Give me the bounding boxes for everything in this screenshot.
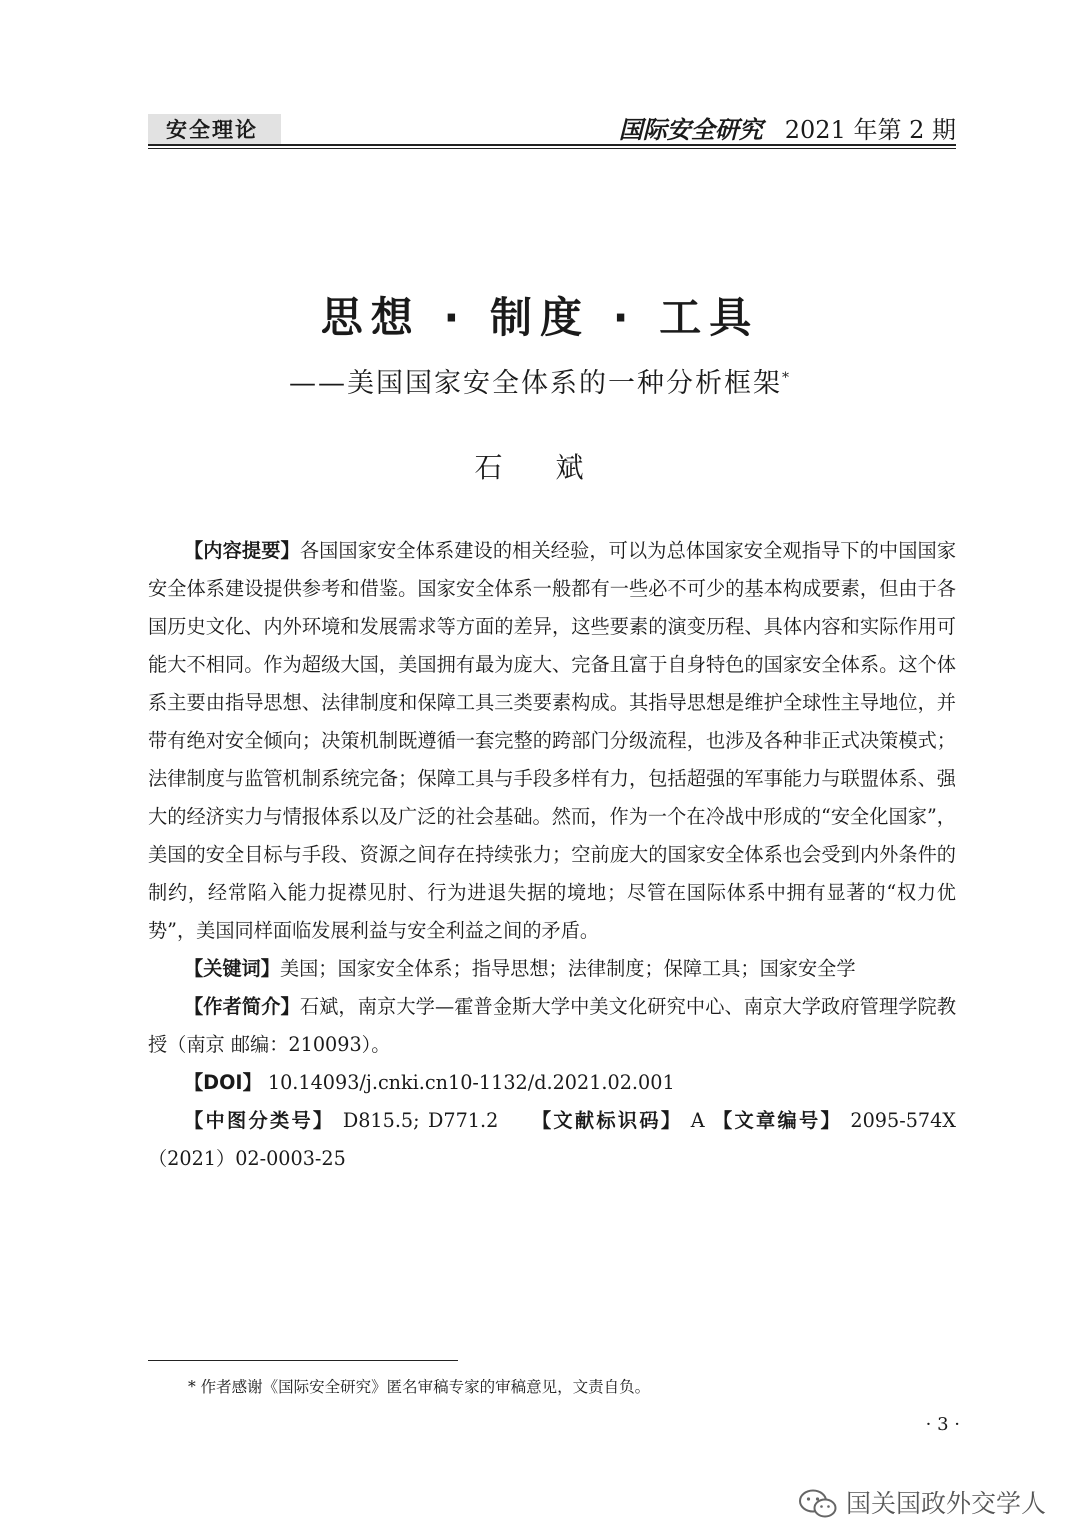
wechat-icon [798,1488,838,1520]
watermark-text: 国关国政外交学人 [845,1489,1046,1518]
header-rule-thin [148,148,956,149]
author-name: 石 斌 [474,451,606,484]
clc-text: D815.5; D771.2 [342,1109,499,1132]
footnote-rule [148,1360,458,1361]
doi [148,1064,956,1102]
article-front-matter [148,532,956,1178]
running-header [148,108,956,148]
footnote-marker: * [782,370,791,386]
abstract [148,532,956,950]
article-subtitle [0,360,1080,408]
author-bio-text: 石斌，南京大学—霍普金斯大学中美文化研究中心、南京大学政府管理学院教授（南京 邮编：210093）。 [148,995,957,1056]
abstract-text: 各国国家安全体系建设的相关经验，可以为总体国家安全观指导下的中国国家安全体系建设提供参考和借鉴。国家安全体系一般都有一些必不可少的基本构成要素，但由于各国历史文化、内外环境和发展需求等方面的差异，这些要素的演变历程、具体内容和实际作用可能大不相同。作为超级大国，美国拥有最为庞大、完备且富于自身特色的国家安全体系。这个体系主要由指导思想、法律制度和保障工具三类要素构成。其指导思想是维护全球性主导地位，并带有绝对安全倾向；决策机制既遵循一套完整的跨部门分级流程，也涉及各种非正式决策模式；法律制度与监管机制系统完备；保障工具与手段多样有力，包括超强的军事能力与联盟体系、强大的经济实力与情报体系以及广泛的社会基础。然而，作为一个在冷战中形成的“安全化国家”，美国的安全目标与手段、资源之间存在持续张力；空前庞大的国家安全体系也会受到内外条件的制约，经常陷入能力捉襟见肘、行为进退失据的境地；尽管在国际体系中拥有显著的“权力优势”，美国同样面临发展利益与安全利益之间的矛盾。 [148,539,957,942]
abstract-label: 【内容提要】 [184,539,300,562]
journal-name: 国际安全研究 [618,116,763,144]
header-rule-thick [148,144,956,146]
article-number-text: 2095-574X（2021）02-0003-25 [148,1109,956,1170]
subtitle-text: ——美国国家安全体系的一种分析框架 [289,368,782,399]
doi-label: 【DOI】 [184,1071,262,1094]
watermark [798,1484,1046,1524]
doc-code-text: A [690,1109,705,1132]
keywords-text: 美国；国家安全体系；指导思想；法律制度；保障工具；国家安全学 [279,957,856,980]
footnote: * 作者感谢《国际安全研究》匿名审稿专家的审稿意见，文责自负。 [188,1378,651,1396]
author-bio-label: 【作者简介】 [184,995,300,1018]
clc-label: 【中图分类号】 [184,1109,335,1132]
classification [148,1102,956,1178]
section-tag: 安全理论 [148,114,281,146]
doi-text: 10.14093/j.cnki.cn10-1132/d.2021.02.001 [267,1071,675,1094]
article-title: 思想 · 制度 · 工具 [320,293,760,342]
keywords [148,950,956,988]
page-number: · 3 · [925,1414,960,1435]
issue-label: 2021 年第 2 期 [784,116,956,144]
doc-code-label: 【文献标识码】 [531,1109,683,1132]
article-number-label: 【文章编号】 [713,1109,842,1132]
author-bio [148,988,956,1064]
journal-issue [619,112,956,148]
keywords-label: 【关键词】 [184,957,280,980]
